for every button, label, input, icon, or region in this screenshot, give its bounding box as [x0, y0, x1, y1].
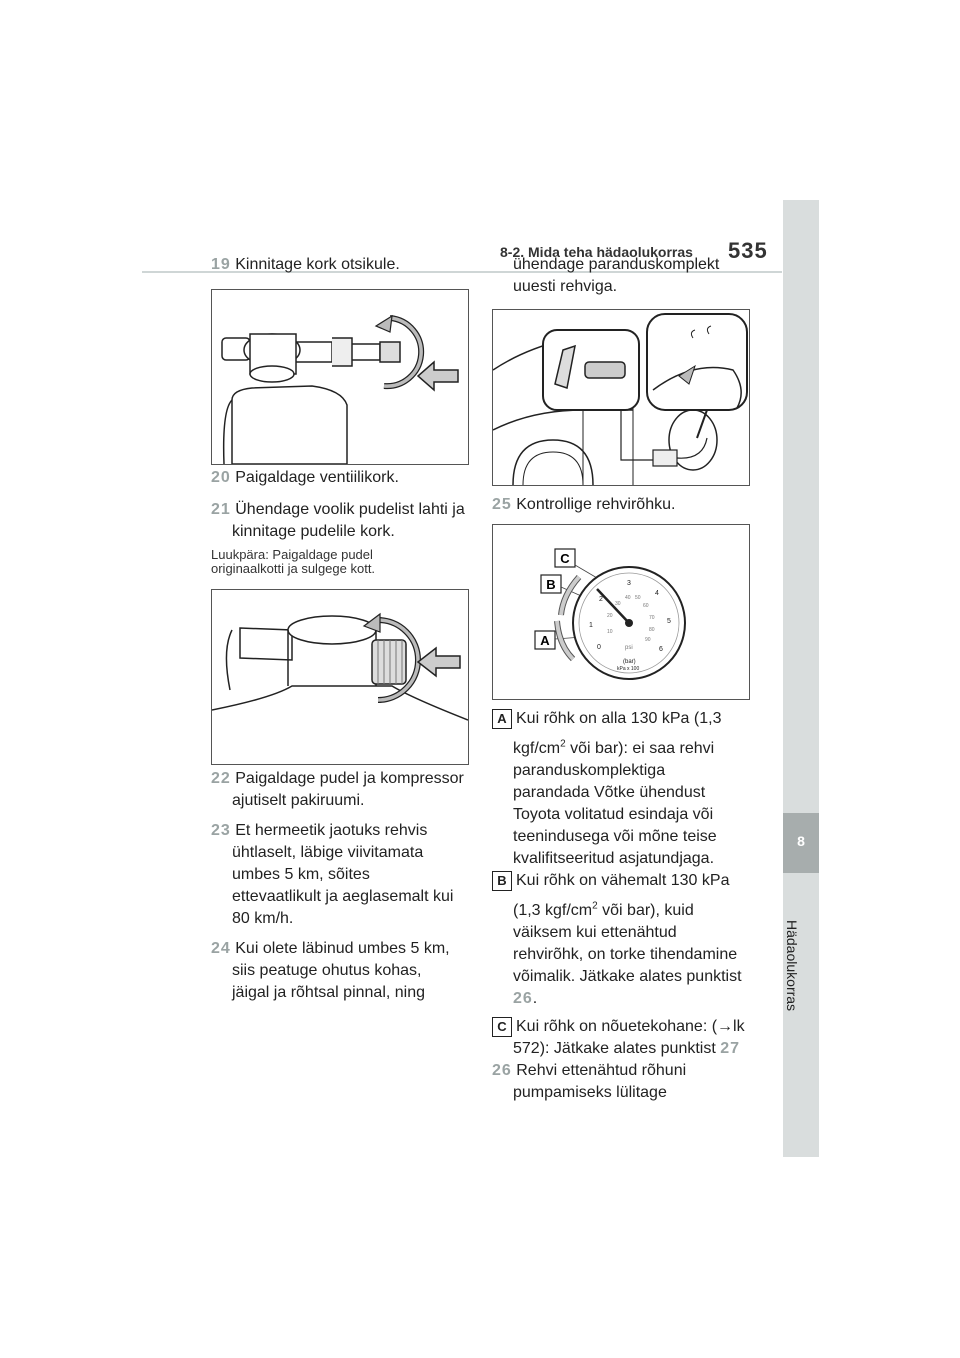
result-text: või bar): ei saa rehvi — [565, 740, 715, 757]
step-text-cont: siis peatuge ohutus kohas, — [232, 962, 422, 979]
result-text: võimalik. Jätkake alates punktist — [513, 968, 742, 985]
psi-tick: 20 — [607, 613, 613, 619]
bar-tick-1: 1 — [589, 622, 593, 629]
result-b — [492, 870, 762, 1010]
hatchback-note — [211, 548, 471, 576]
step-number: 25 — [492, 496, 512, 513]
result-c — [492, 1016, 762, 1060]
svg-text:C: C — [560, 551, 570, 566]
step-number: 20 — [211, 469, 231, 486]
step-text-cont: jäigal ja rõhtsal pinnal, ning — [232, 984, 426, 1001]
step-reference[interactable]: 27 — [720, 1040, 741, 1057]
step-26 — [492, 1060, 762, 1104]
result-text: Toyota volitatud esindaja või — [513, 806, 714, 823]
superscript: 2 — [560, 738, 566, 750]
step-number: 23 — [211, 822, 231, 839]
svg-text:B: B — [546, 577, 556, 592]
step-number: 19 — [211, 256, 231, 273]
label-b-box: B — [492, 871, 512, 891]
psi-tick: 90 — [645, 637, 651, 643]
result-text: lk — [733, 1018, 745, 1035]
result-text: Kui rõhk on vähemalt 130 kPa — [516, 872, 730, 889]
psi-tick: 60 — [643, 603, 649, 609]
step-20 — [211, 467, 399, 489]
chapter-number: 8 — [797, 833, 805, 849]
result-text: teenindusega või mõne teise — [513, 828, 717, 845]
step-text: Paigaldage pudel ja kompressor — [235, 770, 464, 787]
step-21 — [211, 499, 471, 543]
step-text-cont: ajutiselt pakiruumi. — [232, 792, 365, 809]
arrow-glyph: → — [717, 1018, 734, 1035]
step-number: 26 — [492, 1062, 512, 1079]
step-text-cont: pumpamiseks lülitage — [513, 1084, 667, 1101]
step-text: Rehvi ettenähtud rõhuni — [516, 1062, 687, 1079]
step-text: Et hermeetik jaotuks rehvis — [235, 822, 428, 839]
step-22 — [211, 768, 476, 812]
step-text-cont: ühendage paranduskomplekt — [513, 256, 720, 273]
psi-unit: psi — [625, 645, 633, 651]
gauge-label-c — [555, 549, 575, 567]
psi-tick: 50 — [635, 595, 641, 601]
label-c-box: C — [492, 1017, 512, 1037]
psi-tick: 70 — [649, 615, 655, 621]
kpa-note: kPa x 100 — [617, 666, 640, 672]
bar-tick-6: 6 — [659, 646, 663, 653]
step-text: Paigaldage ventiilikork. — [235, 469, 399, 486]
step-text-cont: umbes 5 km, sõites — [232, 866, 370, 883]
result-text: Kui rõhk on nõuetekohane: ( — [516, 1018, 718, 1035]
result-text: kgf/cm — [513, 740, 561, 757]
note-line: originaalkotti ja sulgege kott. — [211, 561, 376, 576]
figure-cap-on-nozzle — [211, 289, 469, 465]
step-24-continued — [513, 254, 773, 298]
step-text-cont: ühtlaselt, läbige viivitamata — [232, 844, 424, 861]
result-text: . — [532, 990, 538, 1007]
step-number: 21 — [211, 501, 231, 518]
result-text: või bar), kuid — [597, 902, 694, 919]
step-number: 22 — [211, 770, 231, 787]
result-text: paranduskomplektiga — [513, 762, 666, 779]
pressure-gauge-illustration — [493, 525, 749, 699]
step-text-cont: uuesti rehviga. — [513, 278, 618, 295]
result-a — [492, 708, 762, 870]
gauge-hub — [625, 619, 633, 627]
bar-unit: (bar) — [623, 659, 636, 665]
chapter-label: Hädaolukorras — [784, 920, 800, 1012]
result-text: 572): Jätkake alates punktist — [513, 1040, 721, 1057]
section-title: 8-2. Mida teha hädaolukorras — [500, 244, 693, 260]
bar-tick-3: 3 — [627, 580, 631, 587]
step-text-cont: 80 km/h. — [232, 910, 294, 927]
bar-tick-4: 4 — [655, 590, 659, 597]
step-reference[interactable]: 26 — [513, 990, 533, 1007]
result-text: väiksem kui ettenähtud — [513, 924, 677, 941]
psi-tick: 30 — [615, 601, 621, 607]
gauge-label-b — [541, 575, 561, 593]
page-number: 535 — [728, 238, 768, 263]
psi-tick: 10 — [607, 629, 613, 635]
step-number: 24 — [211, 940, 231, 957]
result-text: (1,3 kgf/cm — [513, 902, 593, 919]
psi-tick: 80 — [649, 627, 655, 633]
result-text: kvalifitseeritud asjatundjaga. — [513, 850, 715, 867]
bar-tick-5: 5 — [667, 618, 671, 625]
reconnect-kit-illustration — [493, 310, 749, 485]
gauge-label-a — [535, 631, 555, 649]
step-24 — [211, 938, 476, 1004]
step-23 — [211, 820, 476, 930]
bar-tick-2: 2 — [599, 596, 603, 603]
cap-on-nozzle-illustration — [212, 290, 468, 464]
step-25 — [492, 494, 675, 516]
note-line: Luukpära: Paigaldage pudel — [211, 547, 373, 562]
figure-reconnect-kit — [492, 309, 750, 486]
label-a-box: A — [492, 709, 512, 729]
result-text: Kui rõhk on alla 130 kPa (1,3 — [516, 710, 722, 727]
superscript: 2 — [592, 900, 598, 912]
step-text-cont: kinnitage pudelile kork. — [232, 523, 395, 540]
figure-cap-on-bottle — [211, 589, 469, 765]
chapter-side-tab — [783, 200, 819, 1157]
step-text: Kinnitage kork otsikule. — [235, 256, 400, 273]
result-text: parandada Võtke ühendust — [513, 784, 706, 801]
step-text-cont: ettevaatlikult ja aeglasemalt kui — [232, 888, 454, 905]
step-19 — [211, 254, 400, 276]
result-text: rehvirõhk, on torke tihendamine — [513, 946, 738, 963]
step-text: Ühendage voolik pudelist lahti ja — [235, 501, 465, 518]
step-text: Kontrollige rehvirõhku. — [516, 496, 676, 513]
step-text: Kui olete läbinud umbes 5 km, — [235, 940, 450, 957]
bar-tick-0: 0 — [597, 644, 601, 651]
cap-on-bottle-illustration — [212, 590, 468, 764]
figure-pressure-gauge — [492, 524, 750, 700]
svg-text:A: A — [540, 633, 550, 648]
psi-tick: 40 — [625, 595, 631, 601]
